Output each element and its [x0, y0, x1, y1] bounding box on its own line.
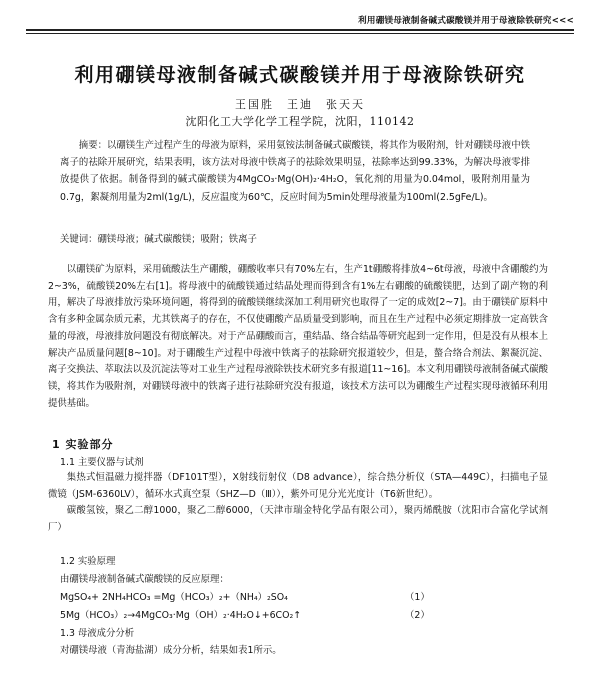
- paper-title: 利用硼镁母液制备碱式碳酸镁并用于母液除铁研究: [74, 64, 526, 86]
- equation-1-number: （1）: [405, 592, 430, 603]
- equation-1-text: MgSO₄+ 2NH₄HCO₃ =Mg（HCO₃）₂+（NH₄）₂SO₄: [60, 592, 288, 603]
- intro-paragraph: 以硼镁矿为原料，采用硫酸法生产硼酸，硼酸收率只有70%左右，生产1t硼酸将排放4~6t母液，母液中含硼酸约为2~3%，硫酸镁20%左右[1]。将母液中的硫酸镁通过结晶处理而得到含有1%左右硼酸的硫酸镁肥，达到了副产物的利用，解决了母液排放污染环境问题，将得到的硫酸镁继续深加工利用研究也取得了一定的成效[2~7]。由于硼镁矿原料中含有多种金属杂质元素，尤其铁离子的存在，不仅使硼酸产品质量受到影响，而且在生产过程中必须定期排放一定高铁含量的母液，母液排放问题没有彻底解决。对于产品硼酸而言，重结晶、络合结晶等研究起到一定作用，但是没有从根本上解决产品质量问题[8~10]。对于硼酸生产过程中母液中铁离子的祛除研究报道较少，但是，螯合络合剂法、絮凝沉淀、离子交换法、萃取法以及沉淀法等对工业生产过程母液除铁技术研究多有报道[11~16]。本文利用硼镁母液制备碱式碳酸镁，将其作为吸附剂，对硼镁母液中的铁离子进行祛除研究没有报道，该技术方法可以为硼酸生产过程实现母液循环利用提供基础。: [48, 264, 548, 409]
- introduction: [48, 262, 548, 412]
- equation-1: [60, 589, 530, 605]
- instruments-paragraph: 集热式恒温磁力搅拌器（DF101T型），X射线衍射仪（D8 advance），综合热分析仪（STA—449C），扫描电子显微镜（JSM-6360LV），循环水式真空泵（SHZ—D（Ⅲ）），紫外可见分光光度计（T6新世纪）。: [48, 472, 548, 500]
- section-1-3-heading: 1.3 母液成分分析: [60, 628, 135, 639]
- authors: 王国胜 王迪 张天天: [235, 98, 365, 111]
- section-1-2-heading: 1.2 实验原理: [60, 556, 116, 567]
- equation-2: [60, 607, 530, 623]
- equation-2-text: 5Mg（HCO₃）₂→4MgCO₃·Mg（OH）₂·4H₂O↓+6CO₂↑: [60, 610, 302, 621]
- keywords: 关键词：硼镁母液；碱式碳酸镁；吸附；铁离子: [60, 234, 257, 245]
- reaction-intro: 由硼镁母液制备碱式碳酸镁的反应原理：: [60, 574, 229, 585]
- abstract: [60, 137, 530, 206]
- affiliation: 沈阳化工大学化学工程学院，沈阳，110142: [185, 115, 415, 128]
- section-1-1-heading: 1.1 主要仪器与试剂: [60, 457, 144, 468]
- section-1-heading: 1 实验部分: [52, 438, 114, 451]
- abstract-text: 摘要：以硼镁生产过程产生的母液为原料，采用氨铵法制备碱式碳酸镁，将其作为吸附剂，针对硼镁母液中铁离子的祛除开展研究，结果表明，该方法对母液中铁离子的祛除效果明显，祛除率达到99.33%，为解决母液零排放提供了依据。制备得到的碱式碳酸镁为4MgCO₃·Mg(OH)₂·4H₂O，氧化剂的用量为0.04mol，吸附剂用量为0.7g，絮凝剂用量为2ml(1g/L)，反应温度为60℃，反应时间为5min处理母液量为100ml(2.5gFe/L)。: [60, 140, 530, 203]
- equation-2-number: （2）: [405, 610, 430, 621]
- analysis-line: 对硼镁母液（青海盐湖）成分分析，结果如表1所示。: [60, 645, 282, 656]
- instruments-reagents: [48, 470, 548, 537]
- reagents-paragraph: 碳酸氢铵，聚乙二醇1000，聚乙二醇6000，（天津市瑞金特化学品有限公司），聚丙烯酰胺（沈阳市合富化学试剂厂）: [48, 505, 548, 534]
- running-head: 利用硼镁母液制备碱式碳酸镁并用于母液除铁研究<<<: [26, 14, 574, 31]
